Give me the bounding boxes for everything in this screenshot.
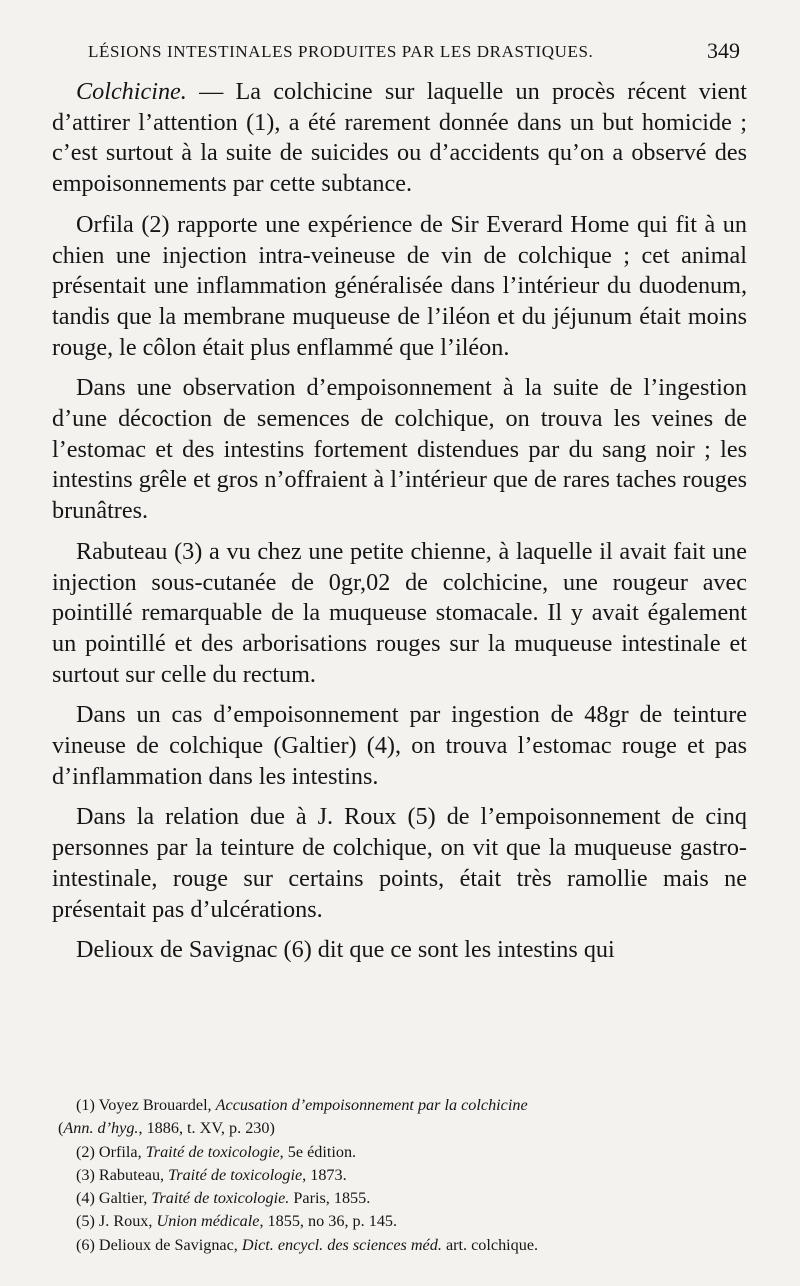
- footnote-marker: (5): [76, 1212, 95, 1231]
- footnote-title: Ann. d’hyg.: [63, 1119, 139, 1138]
- footnote-text: Paris, 1855.: [289, 1189, 371, 1208]
- running-header: [0, 38, 800, 72]
- paragraph-lead: Colchicine.: [76, 78, 187, 105]
- footnote-text: Voyez Brouardel,: [94, 1096, 216, 1114]
- footnote-text: Orfila,: [94, 1142, 146, 1161]
- footnote-marker: (1): [76, 1096, 95, 1114]
- paragraph-roux: Dans la relation due à J. Roux (5) de l’empoisonnement de cinq personnes par la teinture de colchique, on vit que la muqueuse gastro-intestinale, rouge sur certains points, était très ramollie mais ne présentait pas d’ulcérations.: [52, 803, 747, 923]
- paragraph-rabuteau: Rabuteau (3) a vu chez une petite chienne, à laquelle il avait fait une injection sous-cutanée de 0gr,02 de colchicine, une rougeur avec pointillé remarquable de la muqueuse stomacale. Il y avait également un pointillé et des arborisations rouges sur la muqueuse intestinale et surtout sur celle du rectum.: [52, 537, 747, 688]
- footnote-title: Traité de toxicologie: [168, 1165, 303, 1184]
- paragraph-text: — La colchicine sur laquelle un procès récent vient d’attirer l’attention (1), a été rarement donnée dans un but homicide ; c’est surtout à la suite de suicides ou d’accidents qu’on a observé des empoisonnements par cette subtance.: [52, 78, 747, 198]
- footnote-marker: (2): [76, 1142, 95, 1161]
- footnote: [52, 1210, 752, 1233]
- footnote: [52, 1187, 752, 1210]
- footnote-text: J. Roux,: [94, 1212, 157, 1231]
- main-text: [52, 77, 747, 976]
- footnote-title: Traité de toxicologie: [145, 1142, 280, 1161]
- footnote-text: , 5e édition.: [279, 1142, 357, 1161]
- footnote: [52, 1234, 752, 1257]
- footnote-text: Rabuteau,: [94, 1165, 169, 1184]
- footnote-marker: (4): [76, 1189, 95, 1208]
- footnote-text: (: [58, 1119, 64, 1138]
- footnote-marker: (3): [76, 1165, 95, 1184]
- footnote-text: , 1855, no 36, p. 145.: [259, 1212, 398, 1231]
- footnote-text: Delioux de Savignac,: [94, 1235, 242, 1254]
- page-number: 349: [707, 38, 740, 63]
- footnote-text: , 1873.: [302, 1165, 347, 1184]
- paragraph-delioux: Delioux de Savignac (6) dit que ce sont les intestins qui: [76, 936, 615, 964]
- footnote-text: , 1886, t. XV, p. 230): [138, 1119, 275, 1138]
- footnote-text: art. colchique.: [441, 1235, 539, 1254]
- footnote-continuation: [52, 1117, 752, 1140]
- footnote: [52, 1094, 752, 1117]
- paragraph-galtier: Dans un cas d’empoisonnement par ingestion de 48gr de teinture vineuse de colchique (Galtier) (4), on trouva l’estomac rouge et pas d’inflammation dans les intestins.: [52, 701, 747, 790]
- footnote-title: Dict. encycl. des sciences méd.: [241, 1235, 442, 1254]
- footnote-text: Galtier,: [94, 1189, 152, 1208]
- footnote-title: Traité de toxicologie.: [151, 1189, 290, 1208]
- running-title: LÉSIONS INTESTINALES PRODUITES PAR LES DRASTIQUES.: [88, 42, 594, 61]
- paragraph-colchicine: [52, 77, 747, 200]
- footnote: [52, 1141, 752, 1164]
- paragraph-orfila: Orfila (2) rapporte une expérience de Sir Everard Home qui fit à un chien une injection intra-veineuse de vin de colchique ; cet animal présentait une inflammation généralisée dans l’intérieur du duodenum, tandis que la membrane muqueuse de l’iléon et du jéjunum était moins rouge, le côlon était plus enflammé que l’iléon.: [52, 210, 747, 361]
- footnote-marker: (6): [76, 1235, 95, 1254]
- footnote-title: Union médicale: [156, 1212, 260, 1231]
- paragraph-decoction: Dans une observation d’empoisonnement à la suite de l’ingestion d’une décoction de semences de colchique, on trouva les veines de l’estomac et des intestins fortement distendues par du sang noir ; les intestins grêle et gros n’offraient à l’intérieur que de rares taches rouges brunâtres.: [52, 374, 747, 525]
- footnotes: [52, 1094, 752, 1257]
- footnote-title: Accusation d’empoisonnement par la colchicine: [215, 1096, 528, 1114]
- footnote: [52, 1164, 752, 1187]
